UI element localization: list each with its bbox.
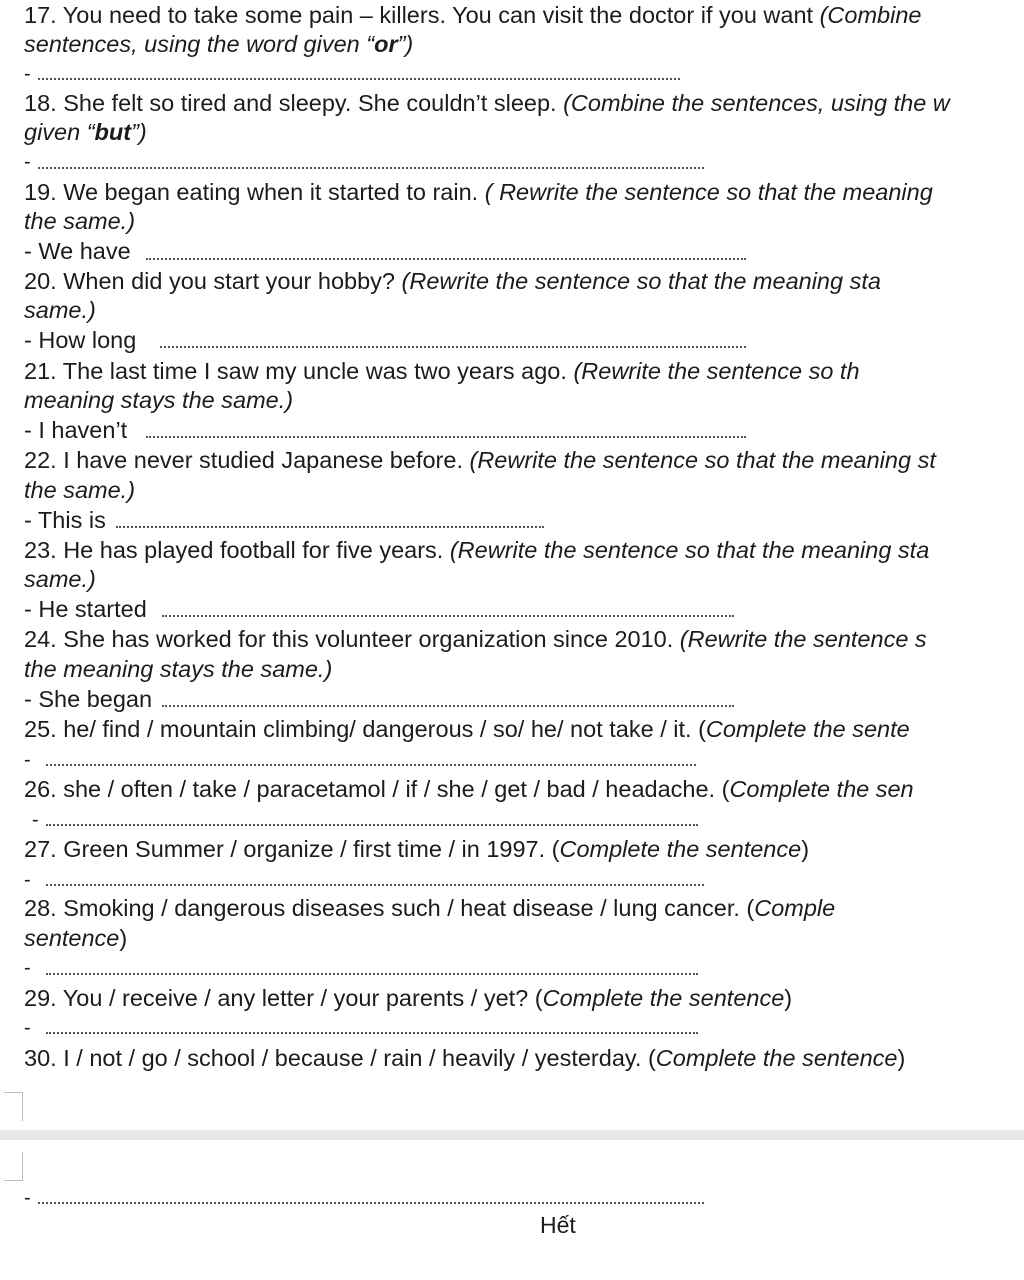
q29-answer-line[interactable] xyxy=(46,1032,698,1034)
q28-dash: - xyxy=(24,957,31,979)
q25-line1: 25. he/ find / mountain climbing/ dangerous / so/ he/ not take / it. (Complete the sente xyxy=(24,716,910,742)
table-corner-mark xyxy=(4,1092,23,1121)
q28-line2: sentence) xyxy=(24,925,128,951)
page-separator xyxy=(0,1130,1024,1140)
q23-answer-line[interactable] xyxy=(162,615,734,617)
q20-answer-line[interactable] xyxy=(160,346,746,348)
q20-line1: 20. When did you start your hobby? (Rewrite the sentence so that the meaning sta xyxy=(24,268,881,294)
q17-line2: sentences, using the word given “or”) xyxy=(24,31,414,57)
q29-dash: - xyxy=(24,1017,31,1039)
table-corner-mark-lower xyxy=(4,1152,23,1181)
q21-line2: meaning stays the same.) xyxy=(24,387,294,413)
q29-line1: 29. You / receive / any letter / your parents / yet? (Complete the sentence) xyxy=(24,985,793,1011)
q22-line1: 22. I have never studied Japanese before. (Rewrite the sentence so that the meaning st xyxy=(24,447,936,473)
q24-prompt: - She began xyxy=(24,686,153,712)
q17-dash: - xyxy=(24,63,31,85)
q25-answer-line[interactable] xyxy=(46,764,696,766)
q25-dash: - xyxy=(24,749,31,771)
q19-prompt: - We have xyxy=(24,238,131,264)
q24-line1: 24. She has worked for this volunteer organization since 2010. (Rewrite the sentence s xyxy=(24,626,927,652)
q21-line1: 21. The last time I saw my uncle was two years ago. (Rewrite the sentence so th xyxy=(24,358,860,384)
q18-line1: 18. She felt so tired and sleepy. She couldn’t sleep. (Combine the sentences, using the w xyxy=(24,90,950,116)
q30-line1: 30. I / not / go / school / because / rain / heavily / yesterday. (Complete the sentence) xyxy=(24,1045,906,1071)
q18-line2: given “but”) xyxy=(24,119,147,145)
q22-prompt: - This is xyxy=(24,507,106,533)
q27-answer-line[interactable] xyxy=(46,884,704,886)
q17-answer-line[interactable] xyxy=(38,78,680,80)
q30-dash: - xyxy=(24,1187,31,1209)
end-text: Hết xyxy=(540,1212,576,1238)
q23-line1: 23. He has played football for five years. (Rewrite the sentence so that the meaning sta xyxy=(24,537,930,563)
q22-answer-line[interactable] xyxy=(116,526,544,528)
q26-dash: - xyxy=(32,809,39,831)
q19-answer-line[interactable] xyxy=(146,258,746,260)
q17-line1: 17. You need to take some pain – killers. You can visit the doctor if you want (Combine xyxy=(24,2,922,28)
q20-prompt: - How long xyxy=(24,327,137,353)
q27-line1: 27. Green Summer / organize / first time / in 1997. (Complete the sentence) xyxy=(24,836,810,862)
q24-answer-line[interactable] xyxy=(162,705,734,707)
q21-answer-line[interactable] xyxy=(146,436,746,438)
q19-line1: 19. We began eating when it started to rain. ( Rewrite the sentence so that the meaning xyxy=(24,179,933,205)
q24-line2: the meaning stays the same.) xyxy=(24,656,333,682)
q22-line2: the same.) xyxy=(24,477,136,503)
q23-line2: same.) xyxy=(24,566,96,592)
q27-dash: - xyxy=(24,869,31,891)
q20-line2: same.) xyxy=(24,297,96,323)
q30-answer-line[interactable] xyxy=(38,1202,704,1204)
q18-dash: - xyxy=(24,151,31,173)
q21-prompt: - I haven’t xyxy=(24,417,128,443)
q18-answer-line[interactable] xyxy=(38,167,704,169)
q26-line1: 26. she / often / take / paracetamol / if / she / get / bad / headache. (Complete the sen xyxy=(24,776,914,802)
q26-answer-line[interactable] xyxy=(46,824,698,826)
q28-line1: 28. Smoking / dangerous diseases such / heat disease / lung cancer. (Comple xyxy=(24,895,836,921)
q19-line2: the same.) xyxy=(24,208,136,234)
q23-prompt: - He started xyxy=(24,596,147,622)
q28-answer-line[interactable] xyxy=(46,973,698,975)
